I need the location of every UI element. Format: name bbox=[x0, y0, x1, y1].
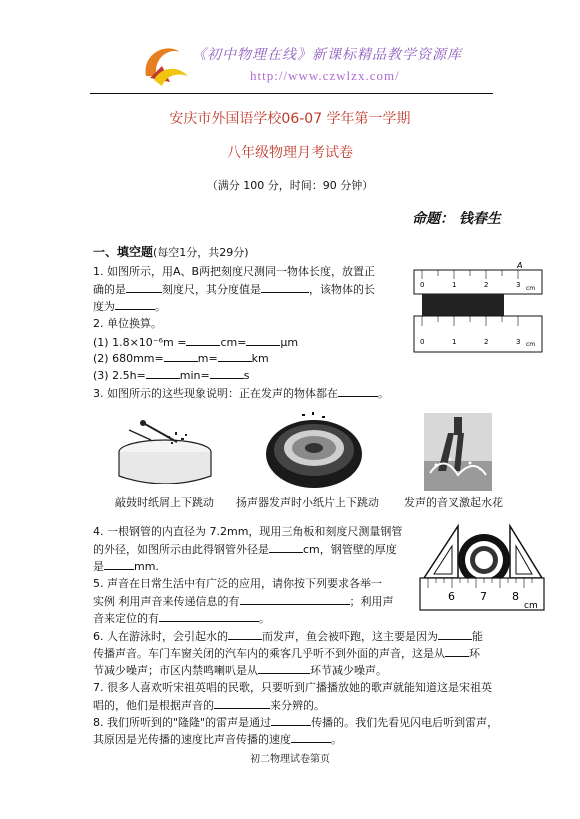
pipe-measure-figure bbox=[418, 520, 546, 612]
q5-line2 bbox=[93, 593, 394, 609]
banner-url: http://www.czwlzx.com/ bbox=[250, 68, 400, 83]
q6-blank-path[interactable] bbox=[445, 645, 469, 657]
ruler-a-tick-0: 0 bbox=[420, 281, 425, 289]
ruler-a-tick-3: 3 bbox=[516, 281, 521, 289]
q2-row1 bbox=[93, 334, 298, 350]
q4-l3b: mm. bbox=[134, 560, 159, 573]
q8-line1 bbox=[93, 714, 498, 730]
ruler-a-tick-1: 1 bbox=[452, 281, 457, 289]
ruler-a-unit: cm bbox=[526, 285, 536, 292]
q5-l2a: 实例 利用声音来传递信息的有 bbox=[93, 595, 240, 608]
q7-line2 bbox=[93, 697, 325, 713]
section-heading bbox=[93, 245, 249, 260]
pipe-tick-8: 8 bbox=[512, 590, 519, 603]
q5-line3 bbox=[93, 610, 270, 626]
q6-l3b: 环节减少噪声。 bbox=[310, 664, 387, 677]
q6-l1a: 6. 人在游泳时，会引起水的 bbox=[93, 630, 228, 643]
q8-blank-medium[interactable] bbox=[271, 714, 311, 726]
q6-line1 bbox=[93, 628, 483, 644]
q4-line1: 4. 一根钢管的内直径为 7.2mm，现用三角板和刻度尺测量钢管 bbox=[93, 525, 403, 538]
author-line: 命题： 钱春生 bbox=[412, 211, 501, 227]
q6-line3 bbox=[93, 662, 387, 678]
q2-blank-1[interactable] bbox=[186, 334, 220, 346]
q3-text-a: 3. 如图所示的这些现象说明：正在发声的物体都在 bbox=[93, 387, 338, 400]
measured-object bbox=[422, 294, 504, 316]
q6-l1b: 而发声，鱼会被吓跑，这主要是因为 bbox=[262, 630, 438, 643]
banner-title: 《初中物理在线》新课标精品教学资源库 bbox=[192, 47, 462, 63]
q2-r1c: μm bbox=[280, 336, 299, 349]
q1-l2b: 刻度尺，其分度值是 bbox=[162, 283, 261, 296]
q2-blank-2[interactable] bbox=[246, 334, 280, 346]
q3-line bbox=[93, 385, 389, 401]
ruler-b-unit: cm bbox=[526, 341, 536, 348]
q2-r2c: km bbox=[251, 352, 269, 365]
q5-l2b: ；利用声 bbox=[349, 595, 394, 608]
q5-line1: 5. 声音在日常生活中有广泛的应用，请你按下列要求各举一 bbox=[93, 577, 382, 590]
q2-r2a: (2) 680mm= bbox=[93, 352, 164, 365]
q4-l3a: 是 bbox=[93, 560, 104, 573]
q7-blank-timbre[interactable] bbox=[214, 697, 270, 709]
ruler-b-tick-2: 2 bbox=[484, 338, 489, 346]
q6-blank-vibrate[interactable] bbox=[228, 628, 262, 640]
exam-title: 八年级物理月考试卷 bbox=[227, 145, 353, 161]
q7-line1: 7. 很多人喜欢听宋祖英唱的民歌，只要听到广播播放她的歌声就能知道这是宋祖英 bbox=[93, 681, 492, 694]
q1-blank-division[interactable] bbox=[261, 281, 309, 293]
q3-blank[interactable] bbox=[338, 385, 378, 397]
q8-line2 bbox=[93, 731, 342, 747]
q1-line3 bbox=[93, 298, 166, 314]
q1-ruler-figure bbox=[412, 260, 544, 358]
q1-line2 bbox=[93, 281, 375, 297]
tuning-fork-image bbox=[424, 413, 492, 491]
q6-l2a: 传播声音。车门车窗关闭的汽车内的乘客几乎听不到外面的声音，这是从 bbox=[93, 647, 445, 660]
q2-r1b: cm= bbox=[220, 336, 247, 349]
pipe-tick-6: 6 bbox=[448, 590, 455, 603]
header-banner bbox=[140, 40, 470, 95]
section-points: (每空1分，共29分) bbox=[153, 246, 249, 259]
ruler-a-label: A bbox=[517, 261, 523, 270]
drum-paper-image bbox=[115, 412, 215, 484]
q2-row3 bbox=[93, 367, 249, 383]
q2-row2 bbox=[93, 350, 269, 366]
q2-blank-5[interactable] bbox=[146, 367, 180, 379]
q1-line1: 1. 如图所示，用A、B两把刻度尺测同一物体长度，放置正 bbox=[93, 265, 376, 278]
q4-blank-diameter[interactable] bbox=[269, 541, 303, 553]
q2-r2b: m= bbox=[197, 352, 218, 365]
q8-l2b: 。 bbox=[331, 733, 342, 746]
q1-blank-ruler[interactable] bbox=[126, 281, 162, 293]
q6-line2 bbox=[93, 645, 480, 661]
ruler-b-tick-0: 0 bbox=[420, 338, 425, 346]
q1-l2a: 确的是 bbox=[93, 283, 126, 296]
q1-l3a: 度为 bbox=[93, 300, 115, 313]
caption-tuning-fork: 发声的音叉激起水花 bbox=[404, 496, 503, 509]
q4-l2a: 的外径，如图所示由此得钢管外径是 bbox=[93, 543, 269, 556]
q6-blank-source[interactable] bbox=[258, 662, 310, 674]
ruler-b-tick-3: 3 bbox=[516, 338, 521, 346]
exam-info: （满分 100 分，时间：90 分钟） bbox=[206, 179, 374, 192]
q7-l2a: 唱的，他们是根据声音的 bbox=[93, 699, 214, 712]
q4-blank-thickness[interactable] bbox=[104, 558, 134, 570]
q8-l1b: 传播的。我们先看见闪电后听到雷声， bbox=[311, 716, 499, 729]
pipe-tick-7: 7 bbox=[480, 590, 487, 603]
q4-line2 bbox=[93, 541, 397, 557]
q5-blank-info[interactable] bbox=[240, 593, 350, 605]
q3-text-b: 。 bbox=[378, 387, 389, 400]
logo-icon bbox=[140, 42, 192, 94]
q4-line3 bbox=[93, 558, 159, 574]
ruler-a-tick-2: 2 bbox=[484, 281, 489, 289]
q7-l2b: 来分辨的。 bbox=[270, 699, 325, 712]
q2-r1a: (1) 1.8×10⁻⁶m = bbox=[93, 336, 187, 349]
q2-blank-4[interactable] bbox=[218, 350, 252, 362]
q1-l2c: ，该物体的长 bbox=[309, 283, 375, 296]
speaker-image bbox=[262, 410, 366, 490]
q8-l1a: 8. 我们所听到的"隆隆"的雷声是通过 bbox=[93, 716, 272, 729]
section-heading-text: 一、填空题 bbox=[93, 245, 154, 259]
ruler-b-tick-1: 1 bbox=[452, 338, 457, 346]
q5-l3a: 音来定位的有 bbox=[93, 612, 159, 625]
page-footer: 初二物理试卷第页 bbox=[250, 754, 330, 765]
q2-r3b: min= bbox=[179, 369, 210, 382]
q6-l3a: 节减少噪声；市区内禁鸣喇叭是从 bbox=[93, 664, 258, 677]
caption-drum: 敲鼓时纸屑上下跳动 bbox=[115, 496, 214, 509]
q5-l3b: 。 bbox=[259, 612, 270, 625]
caption-speaker: 扬声器发声时小纸片上下跳动 bbox=[236, 496, 379, 509]
pipe-unit: cm bbox=[524, 601, 538, 611]
q6-blank-medium[interactable] bbox=[438, 628, 472, 640]
q2-blank-3[interactable] bbox=[164, 350, 198, 362]
q5-blank-locate[interactable] bbox=[159, 610, 259, 622]
q2-r3c: s bbox=[243, 369, 250, 382]
q4-l2b: cm，钢管壁的厚度 bbox=[303, 543, 397, 556]
school-title: 安庆市外国语学校06-07 学年第一学期 bbox=[169, 111, 411, 127]
q8-blank-speed[interactable] bbox=[291, 731, 331, 743]
q2-heading: 2. 单位换算。 bbox=[93, 317, 162, 330]
q6-l1c: 能 bbox=[472, 630, 483, 643]
q1-l3b: 。 bbox=[155, 300, 166, 313]
q2-r3a: (3) 2.5h= bbox=[93, 369, 146, 382]
q2-blank-6[interactable] bbox=[210, 367, 244, 379]
q8-l2a: 其原因是光传播的速度比声音传播的速度 bbox=[93, 733, 291, 746]
header-rule bbox=[90, 93, 493, 94]
q1-blank-length[interactable] bbox=[115, 298, 155, 310]
q6-l2b: 环 bbox=[469, 647, 480, 660]
